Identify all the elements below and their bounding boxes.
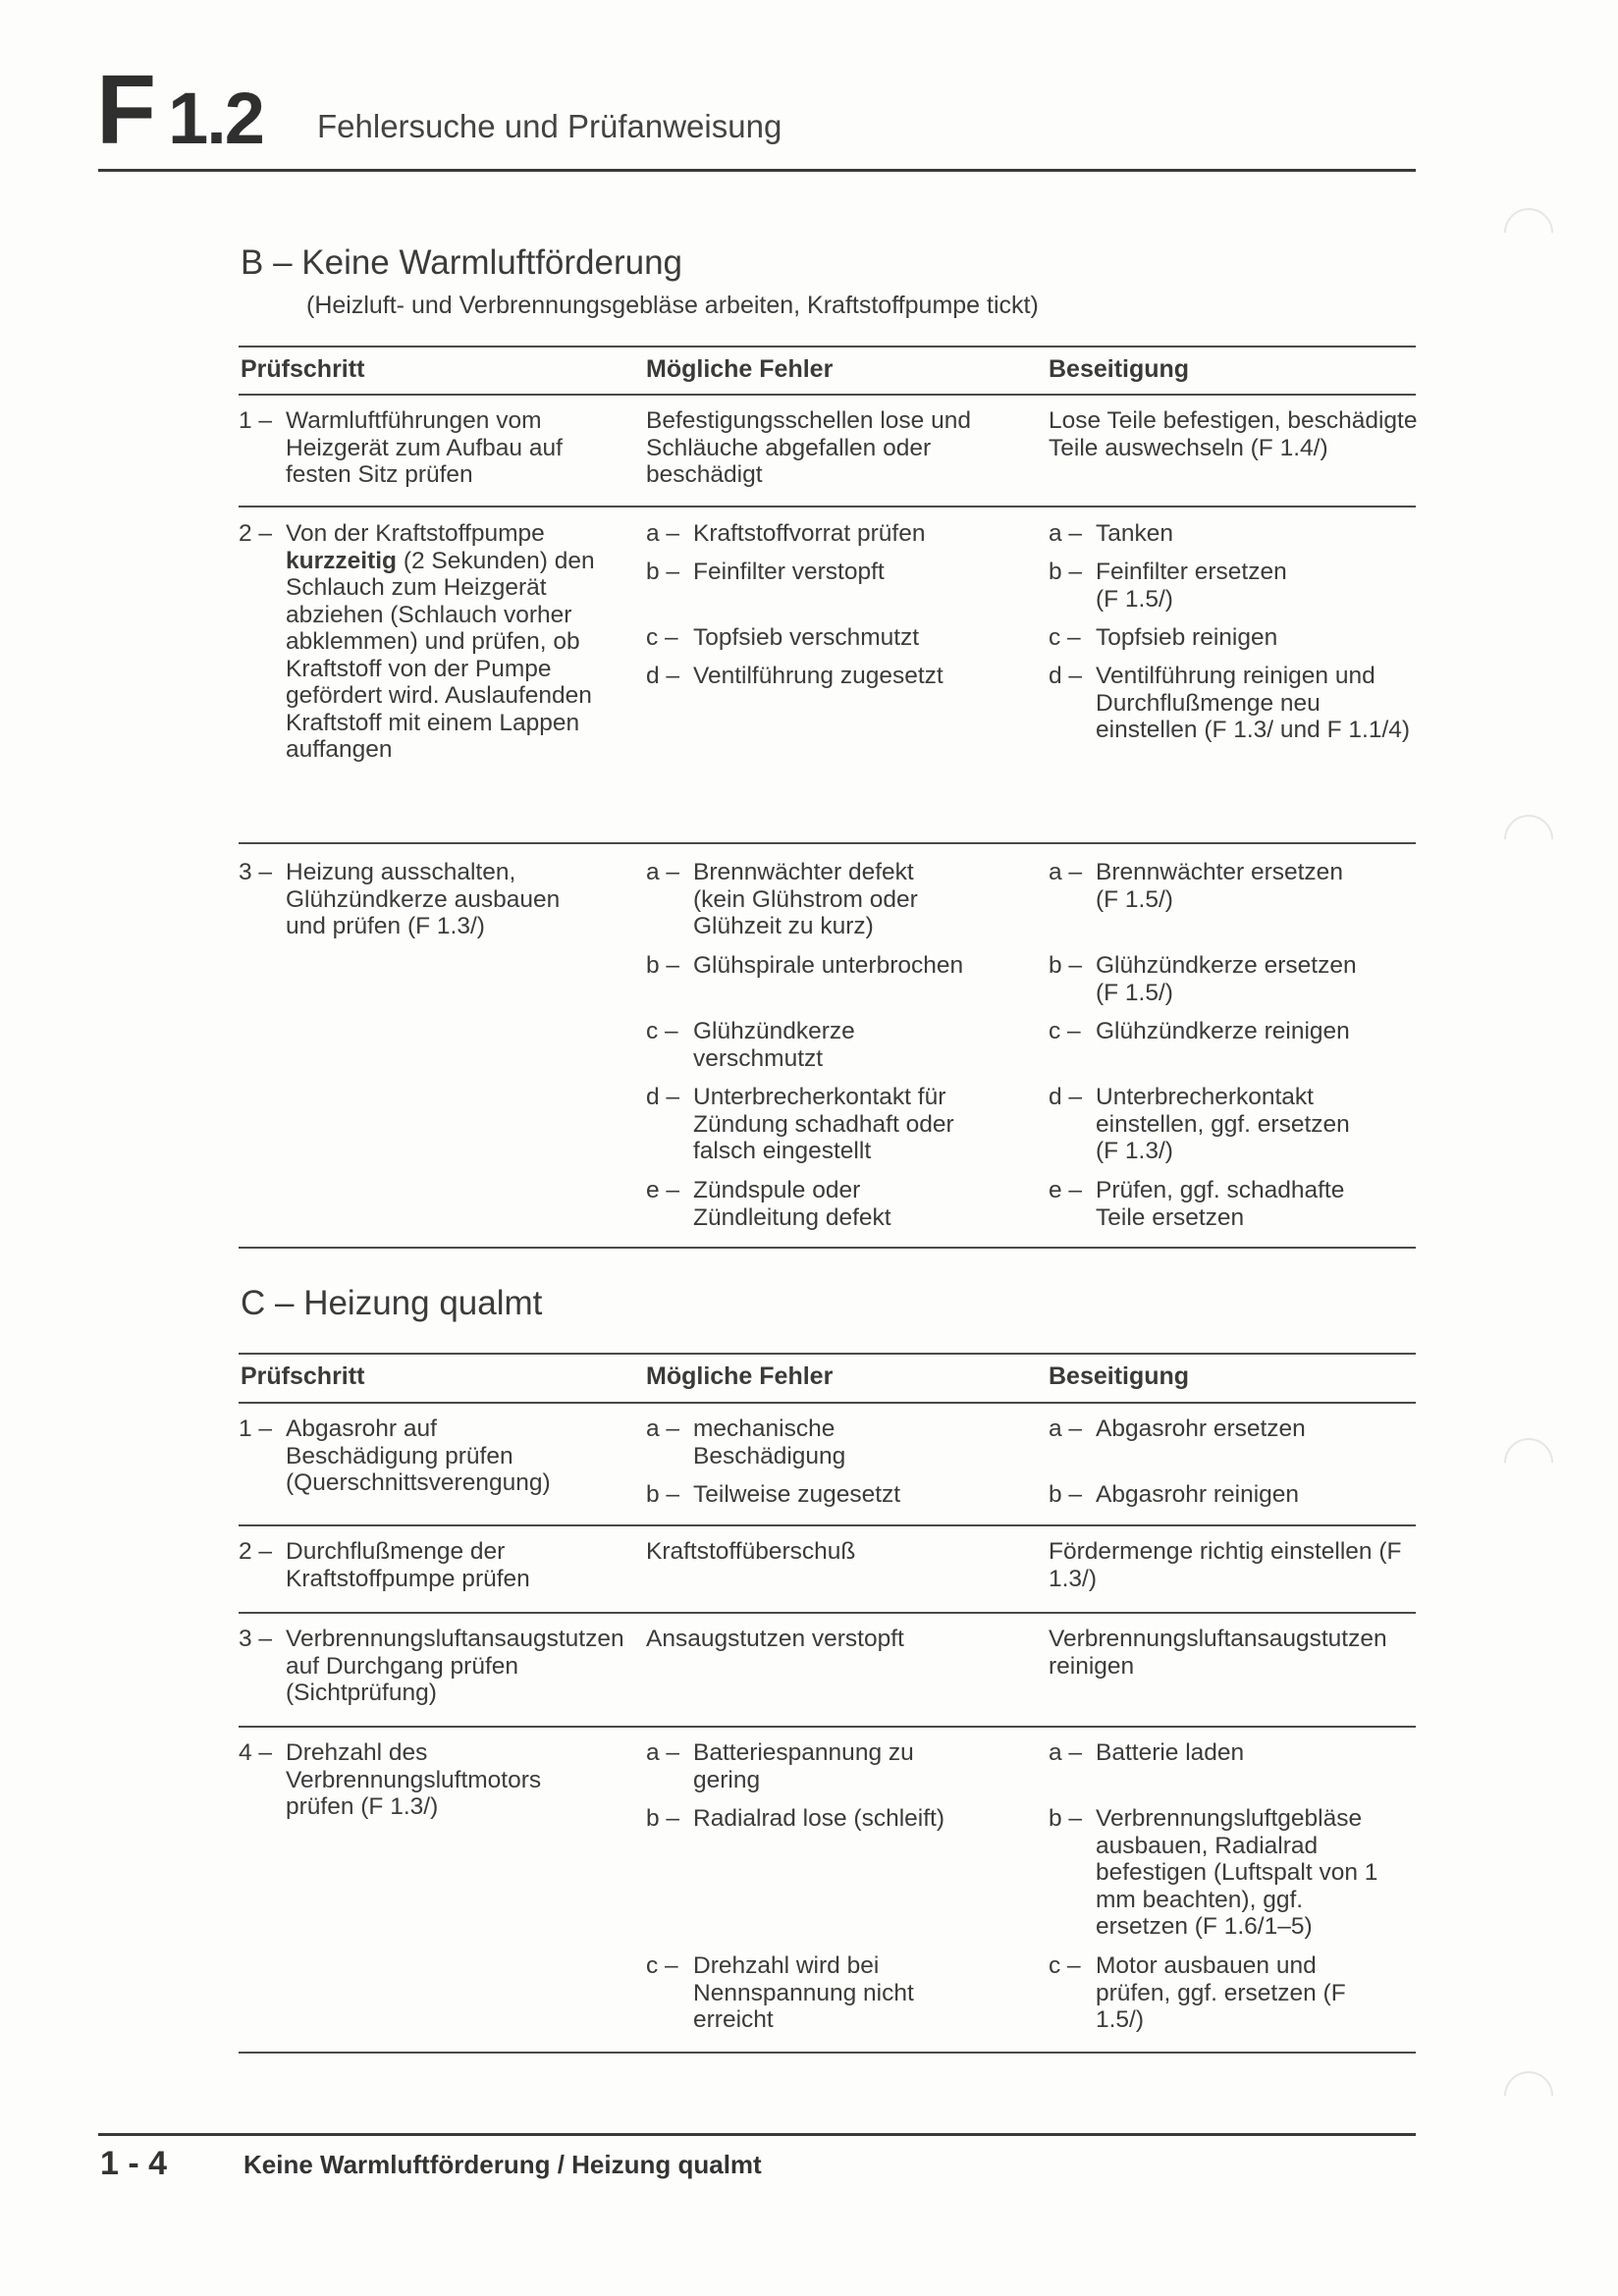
table-row: 4 – Drehzahl des Verbrennungsluftmotors prüfen (F 1.3/) [239,1739,542,1820]
table-c-bottom-rule [239,2052,1416,2054]
chapter-number: F 1.2 [96,55,263,165]
fix-cell: Fördermenge richtig einstellen (F 1.3/) [1049,1538,1402,1592]
fix-cell: Lose Teile befestigen, beschädigte Teile auswechseln (F 1.4/) [1049,407,1418,461]
table-b-top-rule [239,346,1416,347]
section-b-subtitle: (Heizluft- und Verbrennungsgebläse arbeiten, Kraftstoffpumpe tickt) [306,292,1039,319]
fix-cell: a – Brennwächter ersetzen (F 1.5/) b – Glühzündkerze ersetzen (F 1.5/) c – Glühzündkerze reinigen d – Unterbrecherkontakt einstellen, ggf. ersetzen (F 1.3/) e – Prüfen, ggf. schadhafte Teile ersetzen [1049,859,1357,1231]
column-header-fix: Beseitigung [1049,355,1190,383]
fault-cell: Ansaugstutzen verstopft [646,1626,904,1652]
footer-title: Keine Warmluftförderung / Heizung qualmt [243,2150,762,2179]
table-b-header-rule [239,394,1416,396]
page-number: 1 - 4 [100,2145,168,2182]
fault-cell: a – Brennwächter defekt (kein Glühstrom oder Glühzeit zu kurz) b – Glühspirale unterbrochen c – Glühzündkerze verschmutzt d – Unterbrecherkontakt für Zündung schadhaft oder falsch eingestellt e – Zündspule oder Zündleitung defekt [646,859,964,1231]
table-row: 1 – Warmluftführungen vom Heizgerät zum Aufbau auf festen Sitz prüfen [239,407,563,488]
table-row: 3 – Verbrennungsluftansaugstutzen auf Durchgang prüfen (Sichtprüfung) [239,1626,624,1706]
section-b-title: B – Keine Warmluftförderung [241,243,683,282]
table-row: 2 – Von der Kraftstoffpumpe kurzzeitig (2 Sekunden) den Schlauch zum Heizgerät abziehen (Schlauch vorher abklemmen) und prüfen, ob Kraftstoff von der Pumpe gefördert wird. Auslaufenden Kraftstoff mit einem Lappen auffangen [239,520,595,763]
page-title: Fehlersuche und Prüfanweisung [317,108,782,144]
binder-hole-mark [1494,805,1564,875]
fix-cell: Verbrennungsluftansaugstutzen reinigen [1049,1626,1387,1680]
row-divider [239,506,1416,507]
binder-hole-mark [1494,2061,1564,2131]
table-c-top-rule [239,1353,1416,1355]
column-header-step: Prüfschritt [241,1362,365,1390]
fault-cell: Befestigungsschellen lose und Schläuche abgefallen oder beschädigt [646,407,971,488]
fault-cell: Kraftstoffüberschuß [646,1538,856,1565]
table-row: 2 – Durchflußmenge der Kraftstoffpumpe prüfen [239,1538,530,1592]
fix-cell: a – Batterie laden b – Verbrennungsluftgebläse ausbauen, Radialrad befestigen (Luftspalt von 1 mm beachten), ggf. ersetzen (F 1.6/1–5) c – Motor ausbauen und prüfen, ggf. ersetzen (F 1.5/) [1049,1739,1378,2033]
header-divider [98,169,1416,172]
table-b-bottom-rule [239,1247,1416,1249]
table-row: 3 – Heizung ausschalten, Glühzündkerze ausbauen und prüfen (F 1.3/) [239,859,561,939]
fault-cell: a – Batteriespannung zu gering b – Radialrad lose (schleift) c – Drehzahl wird bei Nennspannung nicht erreicht [646,1739,944,2033]
column-header-faults: Mögliche Fehler [646,355,834,383]
row-divider [239,1524,1416,1526]
fix-cell: a – Tanken b – Feinfilter ersetzen (F 1.5/) c – Topfsieb reinigen d – Ventilführung reinigen und Durchflußmenge neu einstellen (F 1.3/ und F 1.1/4) [1049,520,1411,743]
row-divider [239,1726,1416,1728]
fix-cell: a – Abgasrohr ersetzen b – Abgasrohr reinigen [1049,1415,1306,1508]
column-header-faults: Mögliche Fehler [646,1362,834,1390]
row-divider [239,1612,1416,1614]
column-header-fix: Beseitigung [1049,1362,1190,1390]
binder-hole-mark [1494,198,1564,268]
section-c-title: C – Heizung qualmt [241,1284,543,1322]
binder-hole-mark [1494,1428,1564,1498]
table-c-header-rule [239,1402,1416,1404]
fault-cell: a – Kraftstoffvorrat prüfen b – Feinfilter verstopft c – Topfsieb verschmutzt d – Ventilführung zugesetzt [646,520,944,689]
column-header-step: Prüfschritt [241,355,365,383]
fault-cell: a – mechanische Beschädigung b – Teilweise zugesetzt [646,1415,901,1508]
table-row: 1 – Abgasrohr auf Beschädigung prüfen (Querschnittsverengung) [239,1415,551,1496]
footer-divider [98,2133,1416,2136]
row-divider [239,842,1416,844]
